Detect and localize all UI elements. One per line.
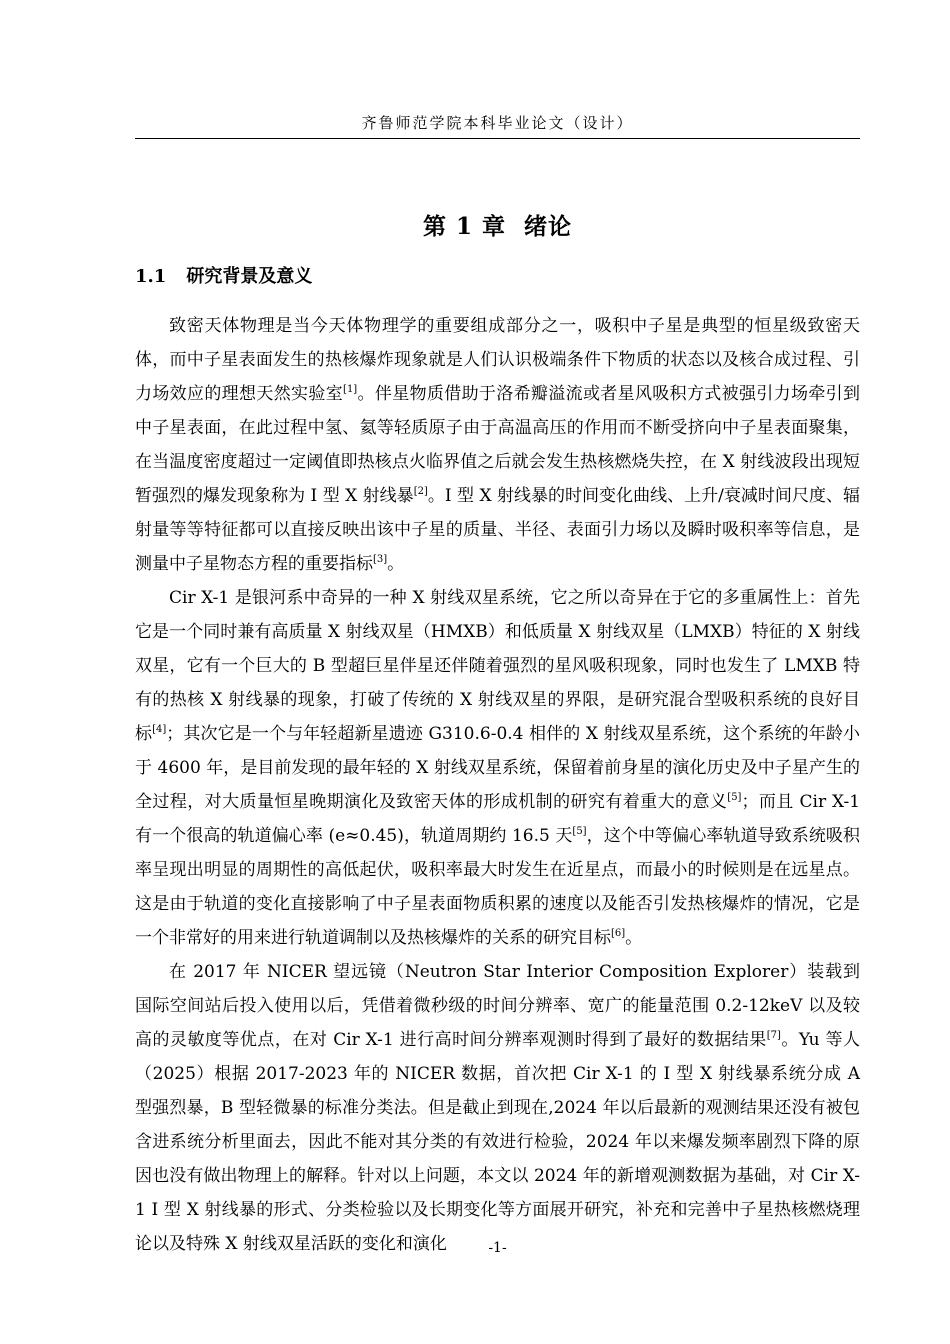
body-paragraph <box>135 581 860 955</box>
paragraph-text: 。伴星物质借助于洛希瓣溢流或者星风吸积方式被强引力场牵引到中子星表面，在此过程中氢、氦等轻质原子由于高温高压的作用而不断受挤向中子星表面聚集，在当温度密度超过一定阈值即热核点火临界值之后就会发生热核燃烧失控，在 X 射线波段出现短暂强烈的爆发现象称为 I 型 X 射线暴 <box>135 384 860 506</box>
running-header: 齐鲁师范学院本科毕业论文（设计） <box>361 114 634 132</box>
section-number: 1.1 <box>135 266 167 287</box>
citation-ref: [7] <box>766 1030 781 1041</box>
citation-ref: [6] <box>611 928 626 939</box>
citation-ref: [3] <box>373 554 388 565</box>
paragraph-text: 。I 型 X 射线暴的时间变化曲线、上升/衰减时间尺度、辐射量等等特征都可以直接反映出该中子星的质量、半径、表面引力场以及瞬时吸积率等信息，是测量中子星物态方程的重要指标 <box>135 486 860 574</box>
citation-ref: [5] <box>572 826 587 837</box>
chapter-title <box>135 208 860 241</box>
paragraph-text: ；其次它是一个与年轻超新星遗迹 G310.6-0.4 相伴的 X 射线双星系统，这个系统的年龄小于 4600 年，是目前发现的最年轻的 X 射线双星系统，保留着前身星的演化历史及中子星产生的全过程，对大质量恒星晚期演化及致密天体的形成机制的研究有着重大的意义 <box>135 724 861 812</box>
section-heading <box>135 262 312 288</box>
chapter-name: 绪论 <box>524 213 573 240</box>
page-number: -1- <box>488 1240 507 1256</box>
body-paragraph <box>135 955 860 1261</box>
body-text <box>135 309 860 1261</box>
paragraph-text: 。Yu 等人（2025）根据 2017-2023 年的 NICER 数据，首次把 Cir X-1 的 I 型 X 射线暴系统分成 A 型强烈暴，B 型轻微暴的标准分类法。但是截止到现在,2024 年以后最新的观测结果还没有被包含进系统分析里面去，因此不能对其分类的有效进行检验，2024 年以来爆发频率剧烈下降的原因也没有做出物理上的解释。针对以上问题，本文以 2024 年的新增观测数据为基础，对 Cir X-1 I 型 X 射线暴的形式、分类检验以及长期变化等方面展开研究，补充和完善中子星热核燃烧理论以及特殊 X 射线双星活跃的变化和演化 <box>135 1030 860 1254</box>
paragraph-text: 致密天体物理是当今天体物理学的重要组成部分之一，吸积中子星是典型的恒星级致密天体，而中子星表面发生的热核爆炸现象就是人们认识极端条件下物质的状态以及核合成过程、引力场效应的理想天然实验室 <box>135 316 860 404</box>
body-paragraph <box>135 309 860 581</box>
citation-ref: [4] <box>152 724 167 735</box>
paragraph-text: 。 <box>387 554 405 574</box>
chapter-number: 第 1 章 <box>422 213 507 240</box>
citation-ref: [2] <box>413 486 428 497</box>
citation-ref: [5] <box>727 792 742 803</box>
paragraph-text: ，这个中等偏心率轨道导致系统吸积率呈现出明显的周期性的高低起伏，吸积率最大时发生在近星点，而最小的时候则是在远星点。这是由于轨道的变化直接影响了中子星表面物质积累的速度以及能否引发热核爆炸的情况，它是一个非常好的用来进行轨道调制以及热核爆炸的关系的研究目标 <box>135 826 861 948</box>
header-rule <box>135 138 860 139</box>
paragraph-text: 在 2017 年 NICER 望远镜（Neutron Star Interior Composition Explorer）装载到国际空间站后投入使用以后，凭借着微秒级的时间分辨率、宽广的能量范围 0.2-12keV 以及较高的灵敏度等优点，在对 Cir X-1 进行高时间分辨率观测时得到了最好的数据结果 <box>135 962 860 1050</box>
paragraph-text: ；而且 Cir X-1 有一个很高的轨道偏心率 (e≈0.45)，轨道周期约 16.5 天 <box>135 792 861 846</box>
citation-ref: [1] <box>343 384 358 395</box>
section-name: 研究背景及意义 <box>186 266 313 287</box>
paragraph-text: 。 <box>625 928 643 948</box>
paragraph-text: Cir X-1 是银河系中奇异的一种 X 射线双星系统，它之所以奇异在于它的多重属性上：首先它是一个同时兼有高质量 X 射线双星（HMXB）和低质量 X 射线双星（LMXB）特征的 X 射线双星，它有一个巨大的 B 型超巨星伴星还伴随着强烈的星风吸积现象，同时也发生了 LMXB 特有的热核 X 射线暴的现象，打破了传统的 X 射线双星的界限，是研究混合型吸积系统的良好目标 <box>135 588 860 744</box>
